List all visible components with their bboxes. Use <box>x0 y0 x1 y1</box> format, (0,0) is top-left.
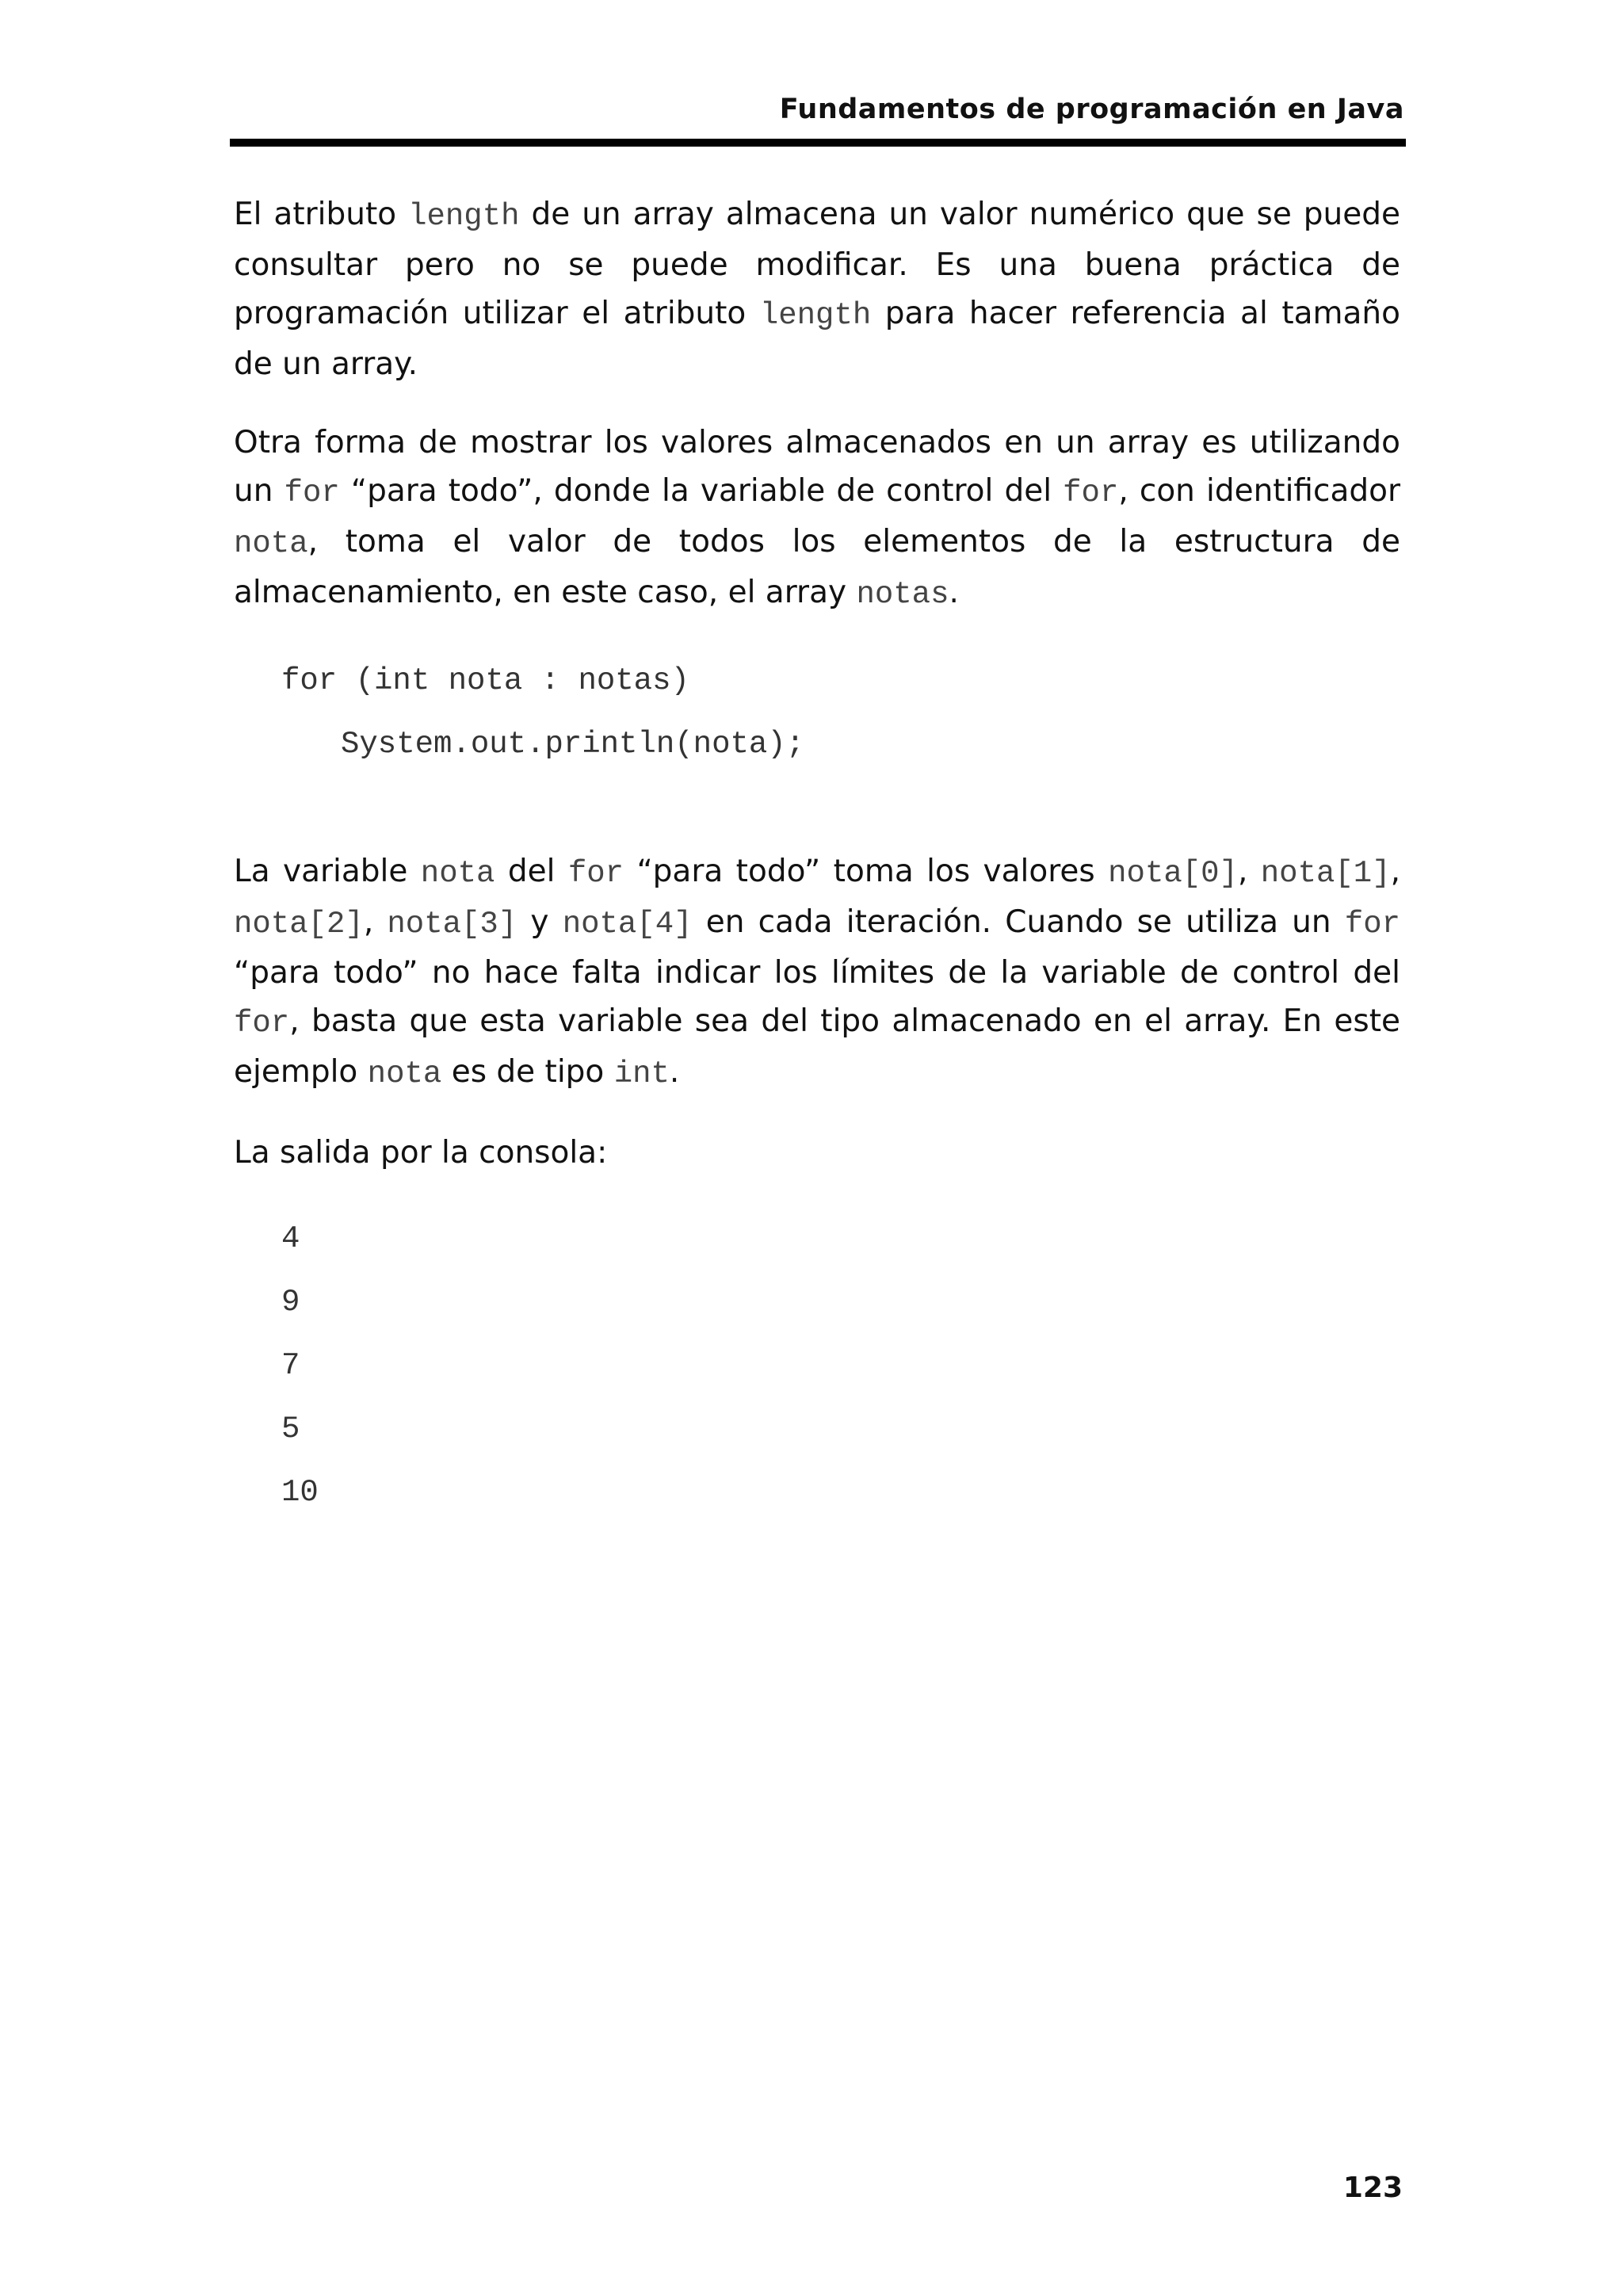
paragraph-length-attribute <box>234 190 1400 388</box>
text-run: en cada iteración. Cuando se utiliza un <box>692 904 1345 940</box>
text-run: “para todo” toma los valores <box>624 854 1109 889</box>
text-run: “para todo” no hace falta indicar los límites de la variable de control del <box>234 955 1400 991</box>
paragraph-console-output <box>234 1129 1400 1177</box>
inline-code: length <box>408 199 520 234</box>
text-run: es de tipo <box>441 1054 614 1090</box>
inline-code: nota <box>367 1056 442 1091</box>
text-run: La salida por la consola: <box>234 1135 608 1171</box>
text-run: , <box>1390 854 1401 889</box>
output-line: 10 <box>281 1475 319 1510</box>
output-line: 9 <box>281 1285 300 1320</box>
inline-code: nota[4] <box>562 907 693 942</box>
text-run: , con identificador <box>1118 473 1400 509</box>
running-header: Fundamentos de programación en Java <box>779 94 1404 125</box>
code-line: System.out.println(nota); <box>341 727 805 762</box>
inline-code: nota[2] <box>234 907 364 942</box>
text-run: , <box>363 904 388 940</box>
inline-code: length <box>759 298 872 333</box>
text-run: para hacer referencia al tamaño de un array. <box>234 296 1400 382</box>
inline-code: nota <box>234 526 308 561</box>
inline-code: int <box>613 1056 670 1091</box>
inline-code: for <box>1063 476 1119 510</box>
inline-code: for <box>1344 907 1401 942</box>
output-line: 7 <box>281 1348 300 1383</box>
code-line: for (int nota : notas) <box>281 663 689 698</box>
paragraph-loop-variable <box>234 847 1400 1098</box>
output-line: 4 <box>281 1221 300 1256</box>
paragraph-for-each <box>234 418 1400 619</box>
output-line: 5 <box>281 1412 300 1446</box>
inline-code: nota[0] <box>1108 856 1238 891</box>
text-run: “para todo”, donde la variable de control del <box>339 473 1064 509</box>
text-run: de un array almacena un valor numérico que se puede consultar pero no se puede modificar. Es una buena práctica de programación utilizar el atributo <box>234 197 1400 331</box>
page-number: 123 <box>1342 2172 1403 2204</box>
text-run: . <box>669 1054 680 1090</box>
inline-code: for <box>567 856 624 891</box>
text-run: El atributo <box>234 197 409 232</box>
page-body <box>234 190 1400 1524</box>
text-run: Otra forma de mostrar los valores almacenados en un array es utilizando un <box>234 425 1400 509</box>
spacer <box>234 776 1400 847</box>
text-run: y <box>517 904 563 940</box>
text-run: La variable <box>234 854 421 889</box>
text-run: , <box>1237 854 1261 889</box>
code-block <box>281 649 1400 776</box>
inline-code: for <box>234 1006 290 1041</box>
inline-code: nota <box>420 856 495 891</box>
inline-code: nota[3] <box>387 907 517 942</box>
inline-code: nota[1] <box>1260 856 1391 891</box>
text-run: del <box>495 854 568 889</box>
console-output-block <box>281 1207 1400 1524</box>
inline-code: for <box>284 476 340 510</box>
header-rule <box>230 139 1406 147</box>
text-run: . <box>949 575 959 610</box>
text-run: , basta que esta variable sea del tipo almacenado en el array. En este ejemplo <box>234 1003 1400 1090</box>
inline-code: notas <box>856 577 949 612</box>
text-run: , toma el valor de todos los elementos de la estructura de almacenamiento, en este caso, el array <box>234 524 1400 610</box>
